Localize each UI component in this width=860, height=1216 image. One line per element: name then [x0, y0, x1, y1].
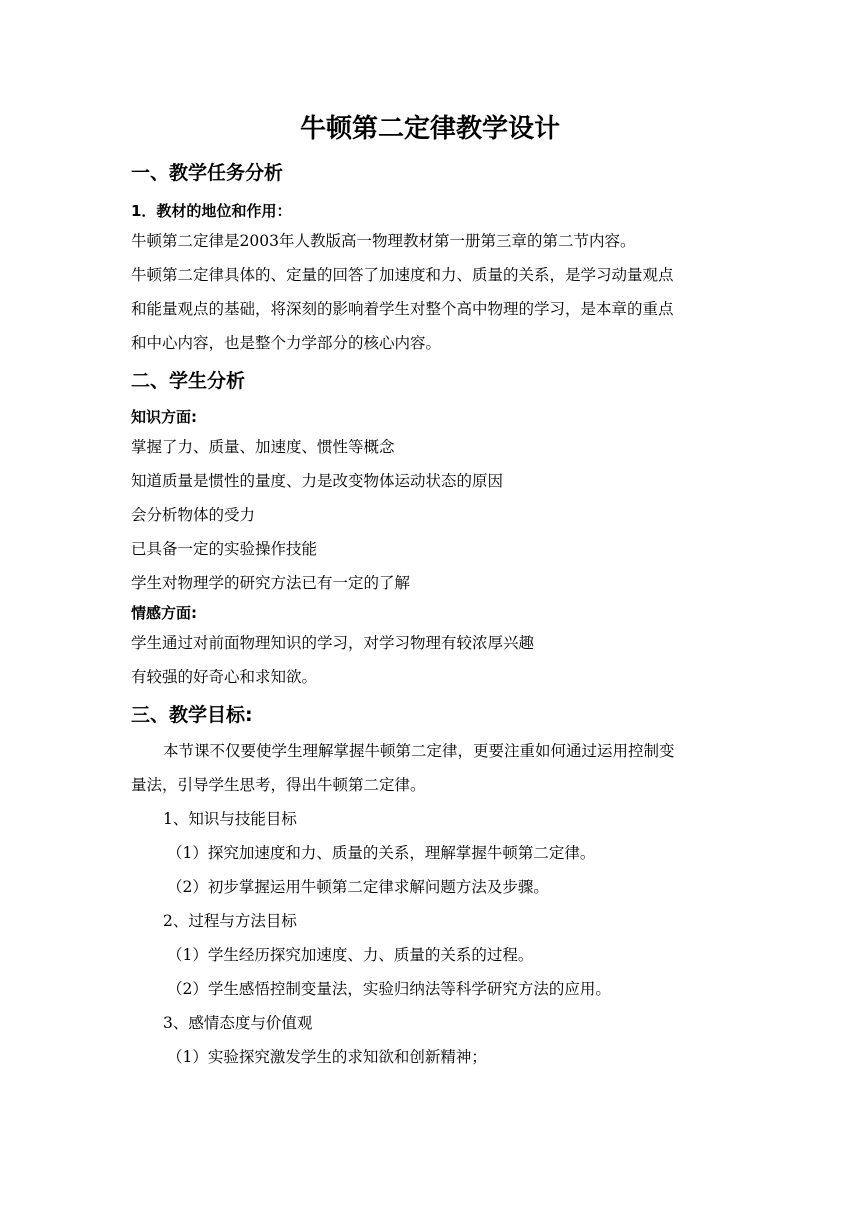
section-heading: 二、学生分析 — [131, 370, 246, 392]
goal-item: （1）学生经历探究加速度、力、质量的关系的过程。 — [167, 946, 534, 964]
goal-item: （1）探究加速度和力、质量的关系，理解掌握牛顿第二定律。 — [167, 844, 596, 862]
emotion-line: 学生通过对前面物理知识的学习，对学习物理有较浓厚兴趣 — [131, 634, 535, 652]
paragraph-line: 牛顿第二定律具体的、定量的回答了加速度和力、质量的关系，是学习动量观点 — [131, 266, 674, 284]
goal-item: （2）初步掌握运用牛顿第二定律求解问题方法及步骤。 — [167, 878, 549, 896]
knowledge-heading: 知识方面: — [131, 408, 197, 426]
document-body — [131, 160, 741, 1074]
knowledge-line: 已具备一定的实验操作技能 — [131, 540, 318, 558]
section-task-analysis — [131, 160, 741, 360]
goal-label: 3、感情态度与价值观 — [163, 1014, 313, 1032]
intro-line: 量法，引导学生思考，得出牛顿第二定律。 — [131, 776, 426, 794]
intro-line: 本节课不仅要使学生理解掌握牛顿第二定律，更要注重如何通过运用控制变 — [163, 742, 675, 760]
section-heading: 一、教学任务分析 — [131, 162, 284, 184]
goal-label: 2、过程与方法目标 — [163, 912, 297, 930]
section-heading: 三、教学目标: — [131, 704, 253, 726]
emotion-line: 有较强的好奇心和求知欲。 — [131, 668, 318, 686]
goal-item: （2）学生感悟控制变量法，实验归纳法等科学研究方法的应用。 — [167, 980, 611, 998]
knowledge-line: 掌握了力、质量、加速度、惯性等概念 — [131, 438, 395, 456]
paragraph-line: 和能量观点的基础，将深刻的影响着学生对整个高中物理的学习，是本章的重点 — [131, 300, 674, 318]
knowledge-line: 学生对物理学的研究方法已有一定的了解 — [131, 574, 411, 592]
section-student-analysis — [131, 368, 741, 694]
paragraph-line: 和中心内容，也是整个力学部分的核心内容。 — [131, 334, 442, 352]
document-title: 牛顿第二定律教学设计 — [299, 114, 560, 144]
subsection-heading: 1．教材的地位和作用： — [131, 202, 292, 220]
section-teaching-goals — [131, 702, 741, 1074]
goal-item: （1）实验探究激发学生的求知欲和创新精神； — [167, 1048, 487, 1066]
knowledge-line: 知道质量是惯性的量度、力是改变物体运动状态的原因 — [131, 472, 504, 490]
paragraph-line: 牛顿第二定律是2003年人教版高一物理教材第一册第三章的第二节内容。 — [131, 232, 636, 250]
goal-label: 1、知识与技能目标 — [163, 810, 297, 828]
emotion-heading: 情感方面: — [131, 604, 197, 622]
knowledge-line: 会分析物体的受力 — [131, 506, 256, 524]
